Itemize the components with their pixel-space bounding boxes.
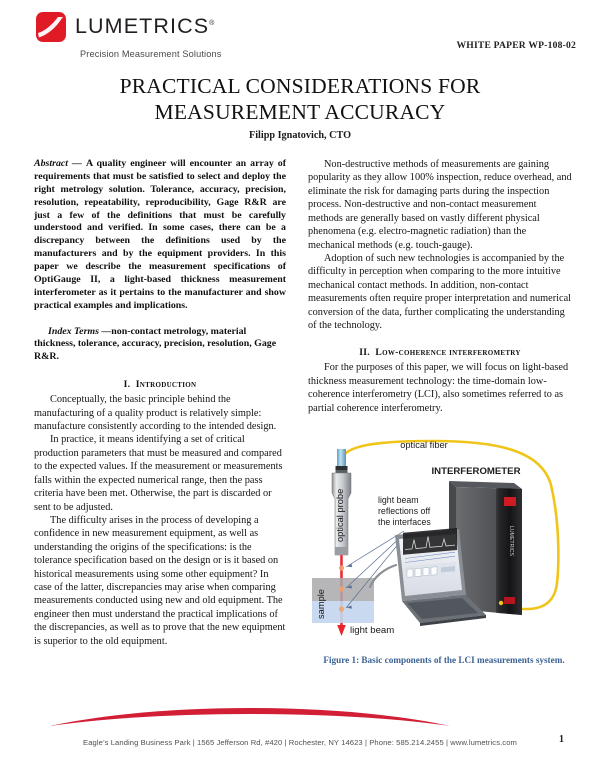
logo-wordmark-text: LUMETRICS	[75, 14, 210, 39]
company-logo	[36, 12, 222, 59]
page-number: 1	[559, 734, 564, 745]
right-column	[308, 158, 572, 667]
intro-paragraph-1: Conceptually, the basic principle behind the manufacturing of a quality product is relatively simple: manufacture consistently according to the intended design.	[34, 394, 277, 432]
right-paragraph-1: Non-destructive methods of measurements are gaining popularity as they allow 100% inspection, reduce overhead, and eliminate the risk for damaging parts during the inspection process. Non-destructive and non-contact measurement methods are generally based on vastly different physical phenomena (e.g. electro-magnetic radiation) than the mechanical methods (e.g. touch-gauge).	[308, 159, 572, 251]
footer-swoosh-decoration	[50, 704, 450, 728]
section-title-text: Introduction	[135, 379, 197, 391]
abstract-paragraph	[34, 158, 286, 313]
index-terms-label: Index Terms	[48, 325, 102, 337]
right-paragraph-2: Adoption of such new technologies is accompanied by the difficulty in perception when comparing to the more intuitive mechanical contact methods. In addition, non-contact measurements often require proper interpretation and numerical conversion of the data, further complicating the understanding of the technology.	[308, 252, 572, 332]
logo-row	[36, 12, 214, 42]
index-terms-paragraph	[34, 326, 286, 365]
abstract-label: Abstract —	[34, 158, 86, 169]
figure-label-optical-probe: optical probe	[335, 488, 345, 543]
body-columns	[34, 158, 572, 667]
section-heading-lci	[308, 347, 572, 358]
figure-device-brand-label: LUMETRICS	[508, 526, 514, 557]
page-title: PRACTICAL CONSIDERATIONS FOR MEASUREMENT ACCURACY	[119, 74, 481, 125]
figure-label-interferometer: INTERFEROMETER	[431, 466, 521, 478]
figure-label-light-beam: light beam	[350, 625, 395, 637]
logo-wordmark	[75, 16, 214, 38]
section-numeral-2: II.	[359, 347, 370, 359]
intro-paragraph-2: In practice, it means identifying a set of critical production parameters that must be measured and compared to the expected values. If the measurement or measurements falls within the expected numerical range, then the pass criteria have been met. Otherwise, the part is discarded or sent to be adjusted.	[34, 434, 283, 513]
left-column	[34, 158, 286, 667]
logo-tagline: Precision Measurement Solutions	[80, 49, 222, 59]
document-footer	[0, 696, 600, 776]
figure-label-sample: sample	[316, 589, 326, 620]
white-paper-number: WHITE PAPER WP-108-02	[456, 40, 576, 51]
logo-trademark-symbol: ®	[209, 20, 215, 28]
document-header	[0, 0, 600, 70]
figure-label-optical-fiber: optical fiber	[400, 440, 448, 451]
author-byline: Filipp Ignatovich, CTO	[249, 130, 351, 141]
section-heading-introduction	[34, 379, 286, 390]
abstract-text: A quality engineer will encounter an array of requirements that must be satisfied to select and deploy the right metrology solution. Tolerance, accuracy, precision, resolution, repeatability, reproducibility, Gage R&R are just a few of the definitions that must be carefully understood and verified. In some cases, there can be a discrepancy between the definitions used by the manufacturers and by the equipment providers. In this paper we describe the measurement specifications of OptiGauge II, a light-based thickness measurement interferometer as it pertains to the manufacturer and show practical examples and implications.	[34, 158, 287, 311]
index-terms-text: —non-contact metrology, material thickness, tolerance, accuracy, precision, resolution, Gage R&R.	[34, 325, 277, 363]
right-paragraph-3: For the purposes of this paper, we will focus on light-based thickness measurement technology: the time-domain low-coherence interferometry (LCI), also sometimes referred to as partial coherence interferometry.	[308, 362, 569, 414]
section-title-text-2: Low-coherence interferometry	[375, 347, 521, 359]
figure-label-reflections: light beam reflections off the interfaces	[378, 495, 431, 528]
lumetrics-logo-icon	[36, 12, 66, 42]
figure-1-caption: Figure 1: Basic components of the LCI measurements system.	[323, 655, 565, 666]
figure-1-lci-diagram	[308, 437, 572, 649]
intro-paragraph-3: The difficulty arises in the process of developing a confidence in new measurement equipment, as well as understanding the origins of the specifications: is the tolerance specification based on the design or is it based on historical measurements using some other equipment? In case of the latter, discrepancies may arise when comparing measurements conducted using new and old equipment. The engineer then must understand the practical implications of the discrepancies, as well as to prove that the new equipment is superior to the old equipment.	[34, 514, 286, 647]
footer-address: Eagle’s Landing Business Park | 1565 Jefferson Rd, #420 | Rochester, NY 14623 | Phone: 585.214.2455 | www.lumetrics.com	[83, 738, 517, 747]
section-numeral: I.	[123, 379, 131, 391]
